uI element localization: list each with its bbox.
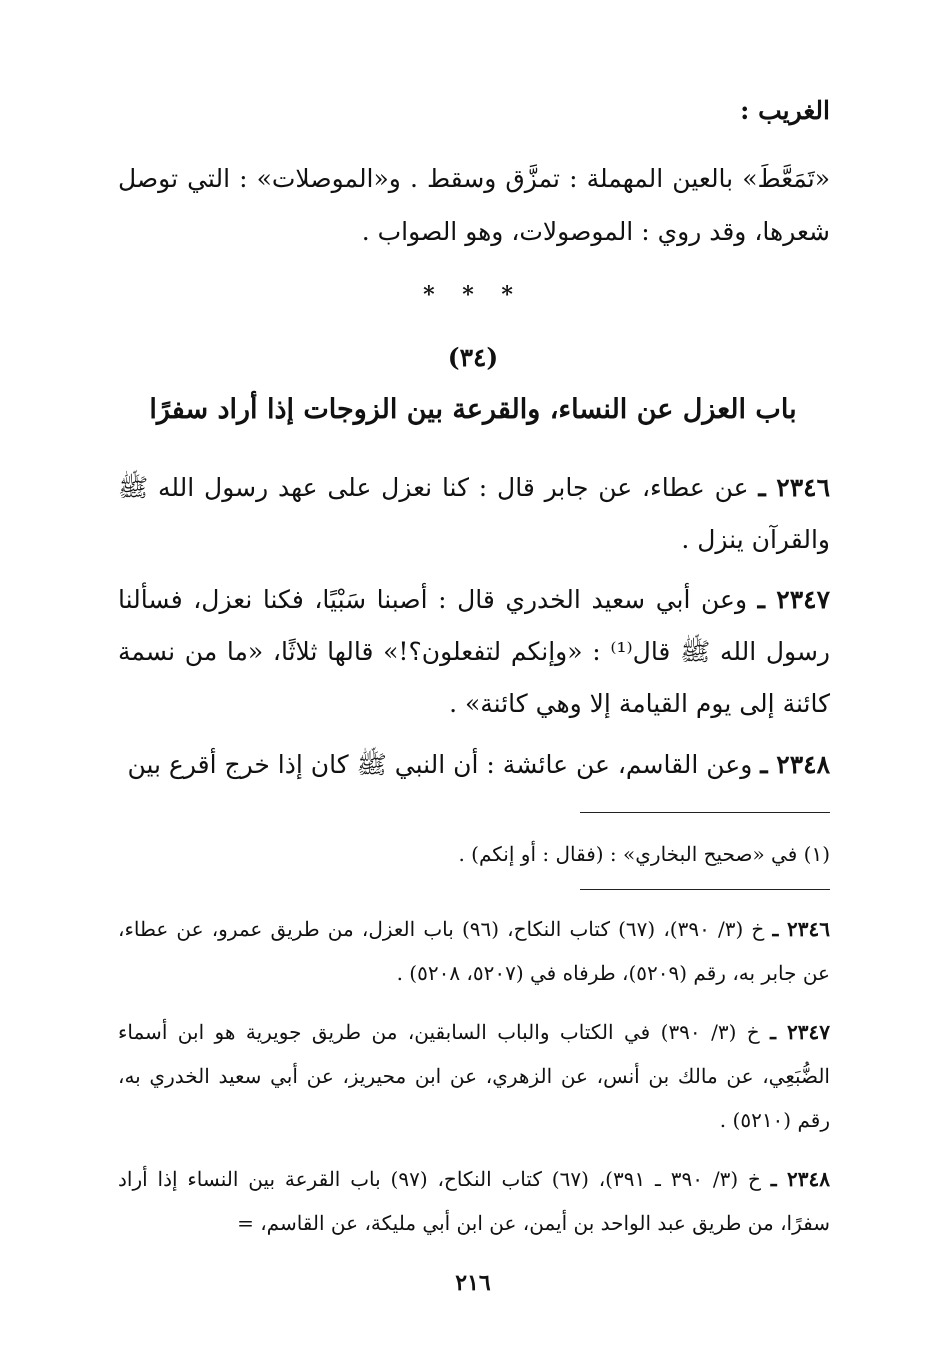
- hadith-text: عن عطاء، عن جابر قال : كنا نعزل على عهد رسول الله ﷺ والقرآن ينزل .: [118, 473, 830, 554]
- hadith-2347: [118, 574, 830, 730]
- takhrij-text: خ (٣/ ٣٩٠ ـ ٣٩١)، (٦٧) كتاب النكاح، (٩٧) باب القرعة بين النساء إذا أراد سفرًا، من طريق عبد الواحد بن أيمن، عن ابن أبي مليكة، عن القاسم، =: [118, 1167, 830, 1235]
- hadith-number: ٢٣٤٨ ـ: [760, 750, 830, 779]
- hadith-2348: [118, 739, 830, 791]
- takhrij-text: خ (٣/ ٣٩٠) في الكتاب والباب السابقين، من طريق جويرية هو ابن أسماء الضُّبَعِي، عن مالك بن أنس، عن الزهري، عن ابن محيريز، عن أبي سعيد الخدري به، رقم (٥٢١٠) .: [118, 1020, 830, 1132]
- hadith-text: وعن القاسم، عن عائشة : أن النبي ﷺ كان إذا خرج أقرع بين: [127, 750, 753, 779]
- takhrij-divider: [580, 889, 830, 890]
- chapter-number: (٣٤): [447, 343, 499, 372]
- takhrij-2347: [118, 1010, 830, 1142]
- hadith-2346: [118, 462, 830, 566]
- page-number: ٢١٦: [455, 1270, 491, 1296]
- section-separator: * * *: [423, 282, 523, 308]
- takhrij-number: ٢٣٤٧ ـ: [770, 1020, 830, 1044]
- takhrij-2348: [118, 1157, 830, 1245]
- takhrij-number: ٢٣٤٨ ـ: [770, 1167, 830, 1191]
- footnote-divider: [580, 812, 830, 813]
- hadith-number: ٢٣٤٦ ـ: [758, 473, 830, 502]
- takhrij-text: خ (٣/ ٣٩٠)، (٦٧) كتاب النكاح، (٩٦) باب العزل، من طريق عمرو، عن عطاء، عن جابر به، رقم (٥٢٠٩)، طرفاه في (٥٢٠٧، ٥٢٠٨) .: [118, 917, 830, 985]
- gharib-text: «تَمَعَّطَ» بالعين المهملة : تمزَّق وسقط . و«الموصلات» : التي توصل شعرها، وقد روي : الموصولات، وهو الصواب .: [118, 164, 830, 246]
- takhrij-number: ٢٣٤٦ ـ: [772, 917, 830, 941]
- footnote-1: (١) في «صحيح البخاري» : (فقال : أو إنكم) .: [458, 842, 830, 866]
- hadith-number: ٢٣٤٧ ـ: [757, 585, 831, 614]
- takhrij-2346: [118, 907, 830, 995]
- hadith-text: وعن أبي سعيد الخدري قال : أصبنا سَبْيًا، فكنا نعزل، فسألنا رسول الله ﷺ قال⁽¹⁾ : «وإنكم لتفعلون؟!» قالها ثلاثًا، «ما من نسمة كائنة إلى يوم القيامة إلا وهي كائنة» .: [118, 585, 830, 718]
- gharib-heading: الغريب :: [740, 96, 830, 125]
- chapter-title: باب العزل عن النساء، والقرعة بين الزوجات إذا أراد سفرًا: [149, 394, 797, 425]
